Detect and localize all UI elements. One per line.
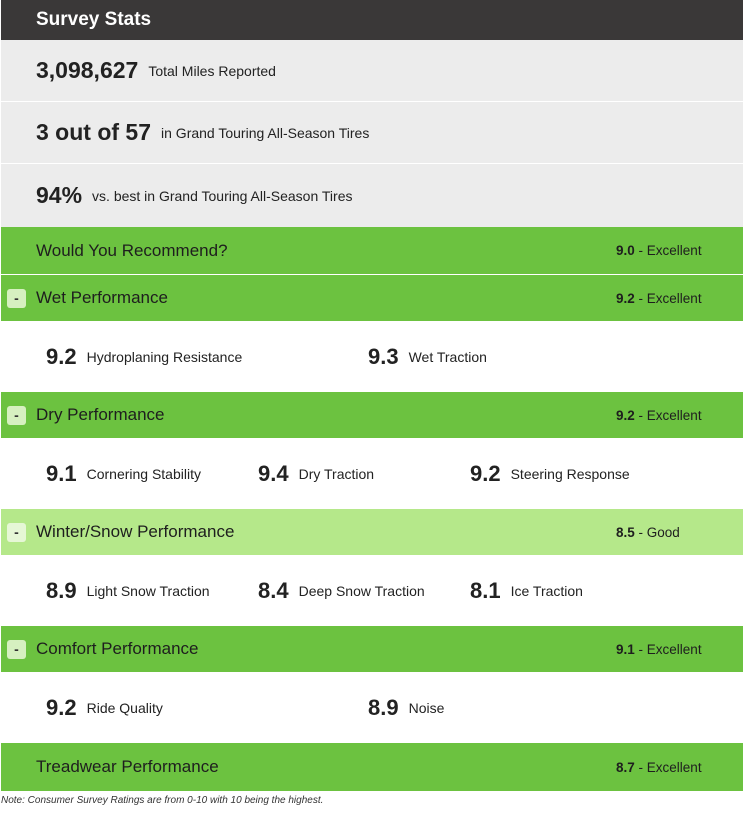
category-title: Winter/Snow Performance	[36, 522, 235, 541]
metric-value: 8.4	[258, 577, 289, 603]
category-score: 9.2 - Excellent	[616, 290, 702, 306]
collapse-toggle-button[interactable]: -	[7, 406, 26, 425]
category-recommend	[1, 227, 743, 274]
stat-value: 3 out of 57	[36, 119, 152, 145]
category-treadwear-performance	[1, 743, 743, 791]
metric-item	[46, 555, 210, 626]
category-title: Dry Performance	[36, 405, 165, 424]
comfort-performance-details	[1, 672, 743, 743]
category-score: 9.2 - Excellent	[616, 407, 702, 423]
metric-item	[46, 438, 201, 509]
survey-stats-panel	[1, 0, 743, 806]
metric-item	[46, 672, 163, 743]
metric-value: 9.4	[258, 460, 289, 486]
category-dry-performance[interactable]	[1, 392, 743, 438]
metric-item	[368, 672, 444, 743]
metric-value: 9.2	[46, 694, 77, 720]
stat-total-miles	[1, 40, 743, 102]
category-title: Would You Recommend?	[36, 240, 228, 260]
metric-item	[46, 321, 242, 392]
category-score: 8.7 - Excellent	[616, 759, 702, 775]
category-score: 9.1 - Excellent	[616, 641, 702, 657]
stat-value: 3,098,627	[36, 57, 139, 83]
metric-label: Deep Snow Traction	[298, 582, 425, 599]
category-comfort-performance[interactable]	[1, 626, 743, 672]
metric-label: Steering Response	[510, 465, 630, 482]
collapse-toggle-button[interactable]: -	[7, 289, 26, 308]
metric-item	[258, 438, 374, 509]
collapse-toggle-button[interactable]: -	[7, 523, 26, 542]
category-score: 8.5 - Good	[616, 524, 680, 540]
collapse-toggle-button[interactable]: -	[7, 640, 26, 659]
stat-label: Total Miles Reported	[148, 62, 276, 79]
survey-stats-header	[1, 0, 743, 40]
winter-snow-performance-details	[1, 555, 743, 626]
stat-vs-best	[1, 164, 743, 227]
metric-item	[470, 438, 630, 509]
category-wet-performance[interactable]	[1, 275, 743, 321]
category-winter-snow-performance[interactable]	[1, 509, 743, 555]
category-title: Treadwear Performance	[36, 757, 219, 776]
category-title: Wet Performance	[36, 288, 168, 307]
stat-label: vs. best in Grand Touring All-Season Tires	[92, 187, 353, 204]
wet-performance-details	[1, 321, 743, 392]
category-title: Comfort Performance	[36, 639, 199, 658]
metric-value: 9.2	[46, 343, 77, 369]
metric-label: Cornering Stability	[86, 465, 201, 482]
metric-item	[258, 555, 425, 626]
dry-performance-details	[1, 438, 743, 509]
metric-item	[470, 555, 583, 626]
stat-rank	[1, 102, 743, 164]
metric-label: Noise	[408, 699, 445, 716]
metric-label: Ride Quality	[86, 699, 163, 716]
category-score: 9.0 - Excellent	[616, 243, 702, 258]
metric-value: 9.3	[368, 343, 399, 369]
metric-item	[368, 321, 487, 392]
stat-value: 94%	[36, 182, 83, 208]
header-title: Survey Stats	[36, 9, 152, 30]
metric-value: 8.9	[368, 694, 399, 720]
metric-label: Dry Traction	[298, 465, 375, 482]
metric-label: Wet Traction	[408, 348, 487, 365]
ratings-note: Note: Consumer Survey Ratings are from 0-10 with 10 being the highest.	[1, 795, 324, 806]
stat-label: in Grand Touring All-Season Tires	[161, 124, 370, 141]
metric-label: Ice Traction	[510, 582, 583, 599]
metric-label: Hydroplaning Resistance	[86, 348, 243, 365]
metric-value: 9.2	[470, 460, 501, 486]
metric-value: 8.1	[470, 577, 501, 603]
metric-label: Light Snow Traction	[86, 582, 210, 599]
metric-value: 9.1	[46, 460, 77, 486]
metric-value: 8.9	[46, 577, 77, 603]
